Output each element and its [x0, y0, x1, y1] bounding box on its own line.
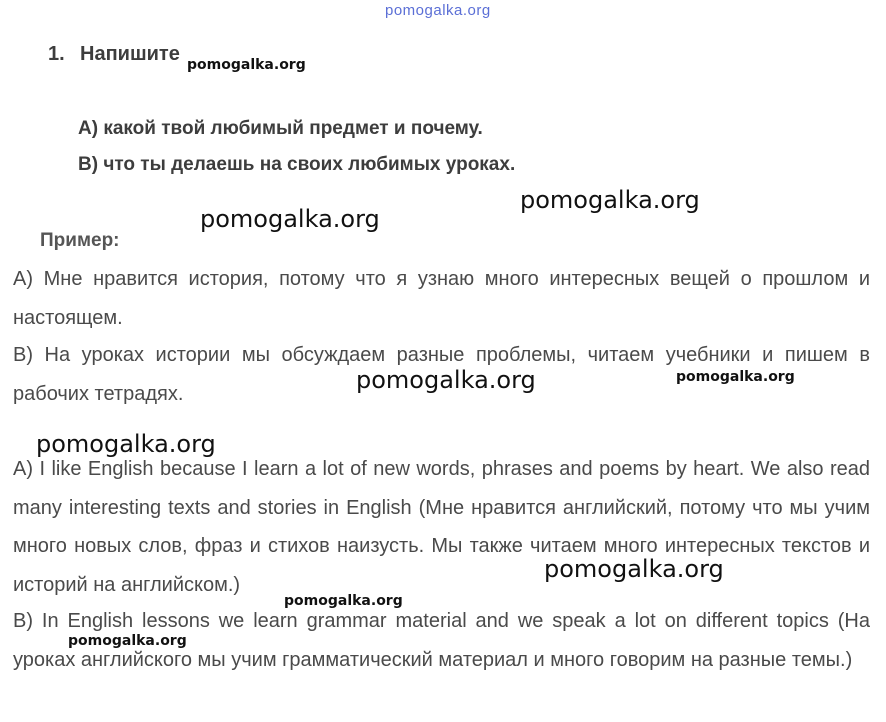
example-label: Пример:: [40, 230, 120, 251]
question-a: А) какой твой любимый предмет и почему.: [78, 118, 483, 139]
example-paragraph-b-ru: В) На уроках истории мы обсуждаем разные проблемы, читаем учебники и пишем в рабочих тетрадях.: [13, 344, 870, 405]
watermark: pomogalka.org: [544, 555, 724, 583]
task-title: Напишите: [80, 43, 180, 65]
example-paragraph-a-ru: А) Мне нравится история, потому что я узнаю много интересных вещей о прошлом и настоящем.: [13, 268, 870, 329]
watermark: pomogalka.org: [676, 369, 795, 385]
watermark: pomogalka.org: [187, 57, 306, 73]
watermark: pomogalka.org: [284, 593, 403, 609]
watermark: pomogalka.org: [36, 430, 216, 458]
example-paragraph-a-en: А) I like English because I learn a lot of new words, phrases and poems by heart. We also read many interesting texts and stories in English (Мне нравится английский, потому что мы учим много новых слов, фраз и стихов наизусть. Мы также читаем много интересных текстов и историй на английском.): [13, 458, 870, 596]
example-paragraph-b-en: В) In English lessons we learn grammar material and we speak a lot on different topics (На уроках английского мы учим грамматический материал и много говорим на разные темы.): [13, 610, 870, 671]
watermark: pomogalka.org: [356, 366, 536, 394]
watermark: pomogalka.org: [200, 205, 380, 233]
watermark: pomogalka.org: [68, 633, 187, 649]
question-b: В) что ты делаешь на своих любимых уроках.: [78, 154, 516, 175]
watermark: pomogalka.org: [520, 186, 700, 214]
task-number: 1.: [48, 43, 65, 65]
site-header-watermark: pomogalka.org: [385, 2, 491, 19]
